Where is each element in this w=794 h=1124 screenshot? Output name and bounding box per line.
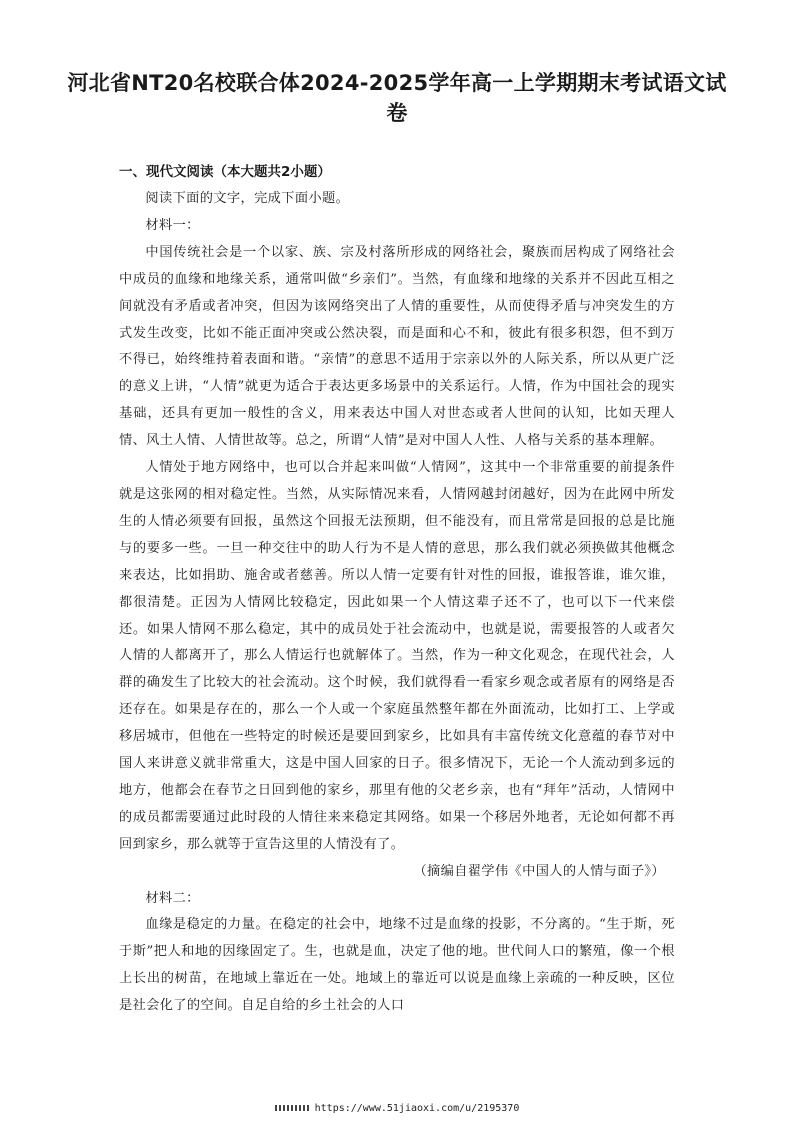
reading-passage — [119, 186, 675, 1020]
instruction-text: 阅读下面的文字，完成下面小题。 — [145, 191, 350, 206]
section-heading: 一、现代文阅读（本大题共2小题） — [119, 164, 331, 180]
watermark-icon — [275, 1105, 309, 1111]
footer-url[interactable]: https://www.51jiaoxi.com/u/2195370 — [314, 1103, 520, 1114]
material-2-label: 材料二： — [145, 890, 200, 906]
material-1-source: （摘编自翟学伟《中国人的人情与面子》） — [413, 863, 665, 879]
material-1-label: 材料一： — [145, 217, 200, 233]
document-title: 河北省NT20名校联合体2024-2025学年高一上学期期末考试语文试卷 — [67, 71, 727, 125]
material-2-paragraph-1: 血缘是稳定的力量。在稳定的社会中，地缘不过是血缘的投影，不分离的。“生于斯，死于斯”把人和地的因缘固定了。生，也就是血，决定了他的地。世代间人口的繁殖，像一个根上长出的树苗，在地域上靠近在一处。地域上的靠近可以说是血缘上亲疏的一种反映，区位是社会化了的空间。自足自给的乡土社会的人口 — [119, 917, 675, 1014]
material-1-paragraph-2: 人情处于地方网络中，也可以合并起来叫做“人情网”，这其中一个非常重要的前提条件就是这张网的相对稳定性。当然，从实际情况来看，人情网越封闭越好，因为在此网中所发生的人情必须要有回报，虽然这个回报无法预期，但不能没有，而且常常是回报的总是比施与的要多一些。一旦一种交往中的助人行为不是人情的意思，那么我们就必须换做其他概念来表达，比如捐助、施舍或者慈善。所以人情一定要有针对性的回报，谁报答谁，谁欠谁，都很清楚。正因为人情网比较稳定，因此如果一个人情这辈子还不了，也可以下一代来偿还。如果人情网不那么稳定，其中的成员处于社会流动中，也就是说，需要报答的人或者欠人情的人都离开了，那么人情运行也就解体了。当然，作为一种文化观念，在现代社会，人群的确发生了比较大的社会流动。这个时候，我们就得看一看家乡观念或者原有的网络是否还存在。如果是存在的，那么一个人或一个家庭虽然整年都在外面流动，比如打工、上学或移居城市，但他在一些特定的时候还是要回到家乡，比如具有丰富传统文化意蕴的春节对中国人来讲意义就非常重大，这是中国人回家的日子。很多情况下，无论一个人流动到多远的地方，他都会在春节之日回到他的家乡，那里有他的父老乡亲，也有“拜年”活动，人情网中的成员都需要通过此时段的人情往来来稳定其网络。如果一个移居外地者，无论如何都不再回到家乡，那么就等于宣告这里的人情没有了。 — [119, 460, 675, 852]
material-1-paragraph-1: 中国传统社会是一个以家、族、宗及村落所形成的网络社会，聚族而居构成了网络社会中成员的血缘和地缘关系，通常叫做“乡亲们”。当然，有血缘和地缘的关系并不因此互相之间就没有矛盾或者冲突，但因为该网络突出了人情的重要性，从而使得矛盾与冲突发生的方式发生改变，比如不能正面冲突或公然决裂，而是面和心不和，彼此有很多积怨，但不到万不得已，始终维持着表面和谐。“亲情”的意思不适用于宗亲以外的人际关系，所以从更广泛的意义上讲，“人情”就更为适合于表达更多场景中的关系运行。人情，作为中国社会的现实基础，还具有更加一般性的含义，用来表达中国人对世态或者人世间的认知，比如天理人情、风土人情、人情世故等。总之，所谓“人情”是对中国人人性、人格与关系的基本理解。 — [119, 244, 675, 449]
page-footer — [0, 1103, 794, 1114]
